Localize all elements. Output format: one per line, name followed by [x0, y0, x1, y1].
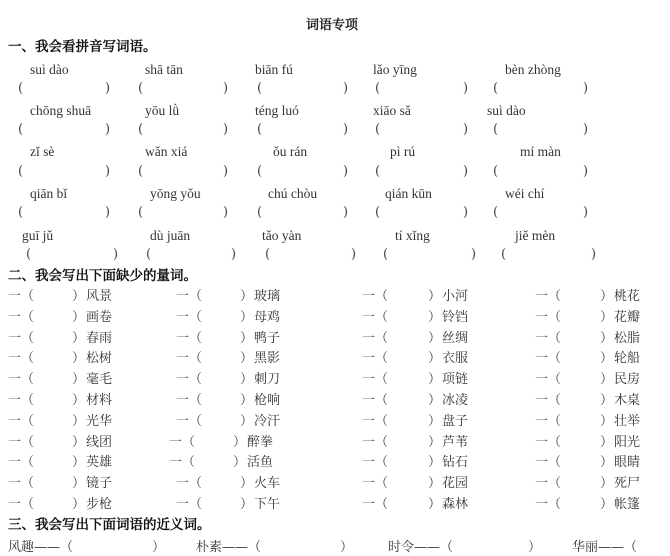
measure-close: ）	[240, 393, 254, 408]
measure-close: ）	[428, 497, 442, 512]
measure-close: ）	[233, 434, 247, 450]
answer-close-paren: )	[343, 164, 349, 179]
answer-open-paren: (	[493, 164, 499, 179]
measure-noun: 画卷	[86, 309, 113, 325]
measure-noun: 醉拳	[247, 434, 274, 450]
measure-close: ）	[428, 309, 442, 325]
measure-close: ）	[72, 476, 86, 492]
measure-prefix: 一（	[535, 393, 562, 408]
answer-close-paren: )	[583, 81, 589, 96]
measure-prefix: 一（	[535, 351, 562, 367]
measure-close: ）	[240, 476, 254, 492]
pinyin-prompt: dù juān	[150, 228, 191, 243]
measure-close: ）	[600, 434, 614, 450]
measure-noun: 光华	[86, 413, 113, 429]
measure-prefix: 一（	[362, 413, 389, 429]
measure-prefix: 一（	[8, 309, 35, 325]
measure-close: ）	[72, 455, 86, 471]
synonym-close: ）	[340, 540, 354, 555]
measure-noun: 活鱼	[247, 455, 274, 471]
measure-noun: 黑影	[254, 351, 281, 367]
measure-noun: 项链	[442, 372, 469, 388]
measure-close: ）	[600, 289, 614, 304]
measure-prefix: 一（	[535, 413, 562, 429]
measure-close: ）	[233, 455, 247, 471]
measure-noun: 春雨	[86, 330, 113, 346]
measure-noun: 衣服	[442, 351, 469, 367]
measure-prefix: 一（	[362, 393, 389, 408]
answer-open-paren: (	[375, 81, 381, 96]
measure-noun: 毫毛	[86, 372, 113, 388]
pinyin-prompt: tí xǐng	[395, 228, 430, 243]
pinyin-prompt: bèn zhòng	[505, 62, 561, 77]
answer-close-paren: )	[231, 247, 237, 262]
synonym-item: 朴素——（	[196, 540, 262, 555]
pinyin-prompt: wǎn xiá	[145, 144, 188, 159]
answer-open-paren: (	[375, 205, 381, 220]
measure-noun: 步枪	[86, 497, 113, 512]
measure-noun: 民房	[614, 372, 641, 388]
measure-close: ）	[600, 393, 614, 408]
measure-close: ）	[428, 476, 442, 492]
answer-close-paren: )	[343, 205, 349, 220]
measure-close: ）	[600, 497, 614, 512]
measure-noun: 枪响	[254, 393, 281, 408]
measure-close: ）	[72, 413, 86, 429]
pinyin-prompt: téng luó	[255, 103, 299, 118]
answer-open-paren: (	[146, 247, 152, 262]
measure-noun: 铃铛	[442, 309, 469, 325]
measure-noun: 冰凌	[442, 393, 469, 408]
answer-close-paren: )	[105, 122, 111, 137]
measure-close: ）	[72, 351, 86, 367]
answer-close-paren: )	[223, 81, 229, 96]
answer-open-paren: (	[257, 205, 263, 220]
pinyin-prompt: qiān bǐ	[30, 186, 68, 201]
measure-prefix: 一（	[362, 497, 389, 512]
section2-heading: 二、我会写出下面缺少的量词。	[8, 268, 197, 284]
measure-close: ）	[600, 476, 614, 492]
measure-prefix: 一（	[176, 413, 203, 429]
answer-close-paren: )	[591, 247, 597, 262]
measure-noun: 火车	[254, 476, 281, 492]
synonym-close: ）	[152, 540, 166, 555]
measure-close: ）	[72, 393, 86, 408]
answer-open-paren: (	[257, 122, 263, 137]
measure-prefix: 一（	[535, 330, 562, 346]
measure-prefix: 一（	[169, 434, 196, 450]
answer-close-paren: )	[223, 122, 229, 137]
pinyin-prompt: chú chòu	[268, 186, 318, 201]
measure-prefix: 一（	[362, 455, 389, 471]
answer-open-paren: (	[138, 122, 144, 137]
answer-open-paren: (	[138, 164, 144, 179]
answer-close-paren: )	[463, 81, 469, 96]
measure-noun: 鸭子	[254, 330, 281, 346]
measure-prefix: 一（	[362, 476, 389, 492]
measure-noun: 盘子	[442, 413, 469, 429]
measure-prefix: 一（	[362, 309, 389, 325]
measure-prefix: 一（	[535, 309, 562, 325]
measure-prefix: 一（	[8, 476, 35, 492]
measure-close: ）	[600, 309, 614, 325]
measure-noun: 壮举	[614, 413, 641, 429]
pinyin-prompt: pì rú	[390, 144, 416, 159]
measure-prefix: 一（	[535, 497, 562, 512]
measure-noun: 小河	[442, 289, 469, 304]
measure-close: ）	[72, 497, 86, 512]
measure-close: ）	[240, 372, 254, 388]
pinyin-prompt: biān fú	[255, 62, 293, 77]
measure-prefix: 一（	[8, 351, 35, 367]
measure-noun: 松脂	[614, 330, 641, 346]
measure-close: ）	[240, 289, 254, 304]
measure-noun: 母鸡	[254, 309, 281, 325]
measure-close: ）	[240, 497, 254, 512]
answer-open-paren: (	[138, 205, 144, 220]
answer-close-paren: )	[463, 205, 469, 220]
measure-noun: 英雄	[86, 455, 113, 471]
answer-open-paren: (	[257, 81, 263, 96]
measure-noun: 桃花	[614, 289, 641, 304]
measure-close: ）	[428, 289, 442, 304]
pinyin-prompt: xiāo sǎ	[373, 103, 411, 118]
page-title: 词语专项	[306, 18, 359, 33]
measure-close: ）	[72, 309, 86, 325]
measure-noun: 花园	[442, 476, 469, 492]
measure-prefix: 一（	[169, 455, 196, 471]
measure-close: ）	[240, 330, 254, 346]
measure-noun: 冷汗	[254, 413, 281, 429]
measure-prefix: 一（	[8, 372, 35, 388]
measure-noun: 丝绸	[442, 330, 469, 346]
measure-noun: 线团	[86, 434, 113, 450]
answer-close-paren: )	[223, 205, 229, 220]
pinyin-prompt: zǐ sè	[30, 144, 55, 159]
answer-close-paren: )	[463, 164, 469, 179]
measure-prefix: 一（	[535, 476, 562, 492]
measure-close: ）	[600, 330, 614, 346]
measure-close: ）	[72, 372, 86, 388]
answer-close-paren: )	[105, 205, 111, 220]
answer-open-paren: (	[493, 122, 499, 137]
pinyin-prompt: mí màn	[520, 144, 561, 159]
pinyin-prompt: lǎo yīng	[373, 62, 417, 77]
measure-close: ）	[600, 372, 614, 388]
measure-prefix: 一（	[176, 393, 203, 408]
answer-close-paren: )	[343, 81, 349, 96]
pinyin-prompt: jiě mèn	[515, 228, 556, 243]
measure-prefix: 一（	[176, 351, 203, 367]
answer-open-paren: (	[26, 247, 32, 262]
synonym-item: 时令——（	[388, 540, 454, 555]
measure-noun: 轮船	[614, 351, 641, 367]
answer-open-paren: (	[18, 164, 24, 179]
answer-open-paren: (	[501, 247, 507, 262]
pinyin-prompt: suì dào	[487, 103, 526, 118]
pinyin-prompt: guī jǔ	[22, 228, 54, 243]
answer-open-paren: (	[383, 247, 389, 262]
measure-noun: 刺刀	[254, 372, 281, 388]
synonym-item: 风趣——（	[8, 540, 74, 555]
answer-open-paren: (	[18, 81, 24, 96]
measure-noun: 花瓣	[614, 309, 641, 325]
pinyin-prompt: qián kūn	[385, 186, 432, 201]
measure-prefix: 一（	[362, 434, 389, 450]
answer-open-paren: (	[257, 164, 263, 179]
measure-noun: 木桌	[614, 393, 641, 408]
measure-noun: 钻石	[442, 455, 469, 471]
measure-prefix: 一（	[8, 497, 35, 512]
pinyin-prompt: ǒu rán	[273, 144, 308, 159]
pinyin-prompt: yōu lǜ	[145, 103, 180, 118]
synonym-item: 华丽——（	[572, 540, 638, 555]
measure-prefix: 一（	[8, 289, 35, 304]
measure-noun: 镜子	[86, 476, 113, 492]
measure-noun: 森林	[442, 497, 469, 512]
measure-close: ）	[428, 351, 442, 367]
answer-close-paren: )	[223, 164, 229, 179]
measure-prefix: 一（	[176, 289, 203, 304]
measure-prefix: 一（	[362, 289, 389, 304]
measure-close: ）	[72, 330, 86, 346]
answer-open-paren: (	[375, 122, 381, 137]
answer-close-paren: )	[583, 164, 589, 179]
measure-prefix: 一（	[535, 372, 562, 388]
measure-prefix: 一（	[362, 351, 389, 367]
measure-prefix: 一（	[8, 434, 35, 450]
measure-close: ）	[428, 413, 442, 429]
section1-heading: 一、我会看拼音写词语。	[8, 39, 157, 55]
synonym-close: ）	[528, 540, 542, 555]
measure-prefix: 一（	[535, 289, 562, 304]
pinyin-prompt: tǎo yàn	[262, 228, 302, 243]
measure-prefix: 一（	[535, 455, 562, 471]
measure-noun: 死尸	[614, 476, 641, 492]
answer-open-paren: (	[18, 205, 24, 220]
measure-noun: 材料	[86, 393, 113, 408]
measure-close: ）	[600, 351, 614, 367]
measure-close: ）	[72, 289, 86, 304]
measure-close: ）	[428, 393, 442, 408]
answer-close-paren: )	[105, 81, 111, 96]
measure-close: ）	[428, 434, 442, 450]
measure-prefix: 一（	[535, 434, 562, 450]
measure-noun: 玻璃	[254, 289, 281, 304]
measure-prefix: 一（	[176, 309, 203, 325]
measure-prefix: 一（	[176, 497, 203, 512]
measure-prefix: 一（	[362, 372, 389, 388]
answer-open-paren: (	[265, 247, 271, 262]
answer-close-paren: )	[343, 122, 349, 137]
answer-close-paren: )	[351, 247, 357, 262]
answer-close-paren: )	[105, 164, 111, 179]
measure-close: ）	[600, 455, 614, 471]
answer-open-paren: (	[375, 164, 381, 179]
answer-close-paren: )	[463, 122, 469, 137]
measure-prefix: 一（	[176, 476, 203, 492]
measure-noun: 帐篷	[614, 497, 641, 512]
section3-heading: 三、我会写出下面词语的近义词。	[8, 517, 211, 533]
measure-noun: 松树	[86, 351, 113, 367]
measure-noun: 阳光	[614, 434, 641, 450]
pinyin-prompt: yōng yǒu	[150, 186, 201, 201]
measure-noun: 风景	[86, 289, 113, 304]
measure-close: ）	[240, 351, 254, 367]
answer-open-paren: (	[493, 205, 499, 220]
measure-close: ）	[428, 455, 442, 471]
pinyin-prompt: wéi chí	[505, 186, 545, 201]
measure-noun: 芦苇	[442, 434, 469, 450]
answer-close-paren: )	[113, 247, 119, 262]
measure-close: ）	[240, 413, 254, 429]
measure-prefix: 一（	[362, 330, 389, 346]
measure-prefix: 一（	[8, 330, 35, 346]
pinyin-prompt: shā tān	[145, 62, 183, 77]
measure-close: ）	[600, 413, 614, 429]
pinyin-prompt: suì dào	[30, 62, 69, 77]
measure-close: ）	[240, 309, 254, 325]
measure-prefix: 一（	[8, 413, 35, 429]
answer-close-paren: )	[583, 122, 589, 137]
answer-open-paren: (	[493, 81, 499, 96]
measure-close: ）	[428, 330, 442, 346]
measure-close: ）	[72, 434, 86, 450]
answer-close-paren: )	[471, 247, 477, 262]
answer-close-paren: )	[583, 205, 589, 220]
measure-prefix: 一（	[8, 455, 35, 471]
pinyin-prompt: chōng shuā	[30, 103, 92, 118]
measure-prefix: 一（	[176, 330, 203, 346]
measure-prefix: 一（	[8, 393, 35, 408]
answer-open-paren: (	[18, 122, 24, 137]
measure-noun: 下午	[254, 497, 281, 512]
measure-prefix: 一（	[176, 372, 203, 388]
measure-noun: 眼睛	[614, 455, 641, 471]
measure-close: ）	[428, 372, 442, 388]
answer-open-paren: (	[138, 81, 144, 96]
